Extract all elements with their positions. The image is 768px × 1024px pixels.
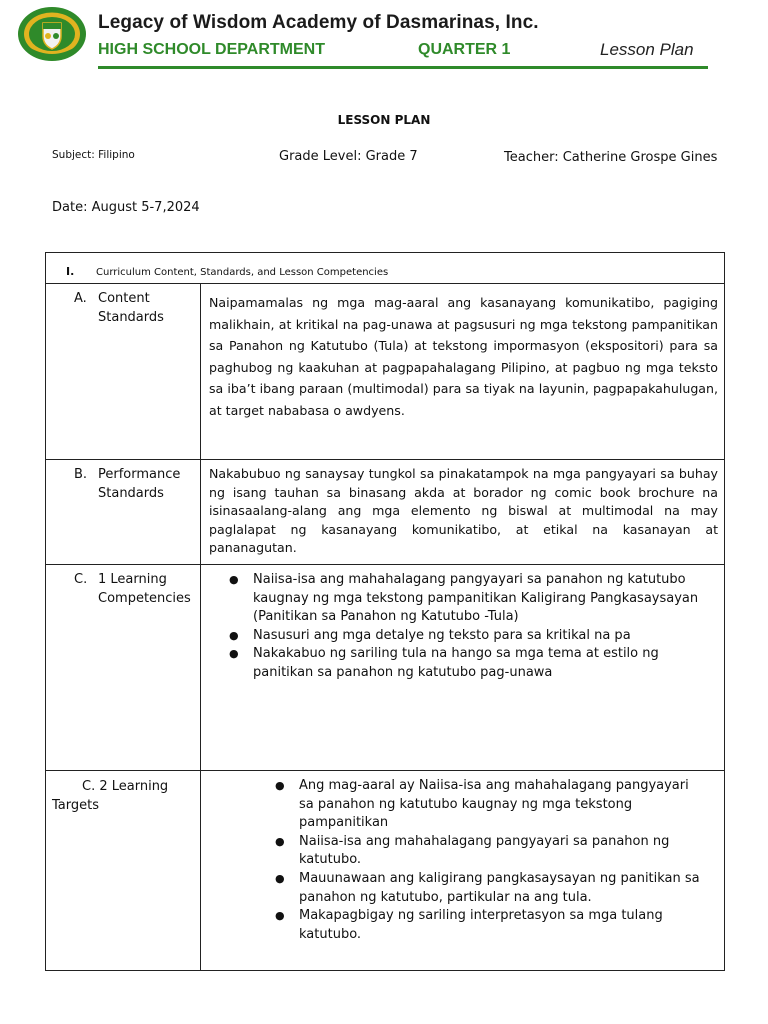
school-seal-logo bbox=[17, 6, 87, 62]
table-row-learning-targets bbox=[46, 771, 725, 971]
lesson-plan-table bbox=[45, 252, 725, 971]
list-item: ● Makapagbigay ng sariling interpretasyon sa mga tulang katutubo. bbox=[275, 907, 704, 944]
learning-competencies-cell bbox=[201, 565, 725, 771]
document-type-label: Lesson Plan bbox=[600, 40, 694, 59]
learning-targets-list bbox=[201, 771, 724, 944]
table-row-learning-competencies bbox=[46, 565, 725, 771]
learning-competencies-label-cell bbox=[46, 565, 201, 771]
quarter-label: QUARTER 1 bbox=[418, 41, 511, 58]
section-number: I. bbox=[66, 265, 75, 278]
table-row-content-standards bbox=[46, 284, 725, 460]
learning-competencies-label: 1 Learning Competencies bbox=[98, 572, 191, 606]
row-letter: C. bbox=[74, 572, 88, 587]
date-field: Date: August 5-7,2024 bbox=[52, 200, 200, 215]
department-label: HIGH SCHOOL DEPARTMENT bbox=[98, 41, 325, 58]
list-item: ● Nasusuri ang mga detalye ng teksto para sa kritikal na pa bbox=[229, 627, 718, 646]
content-standards-label: Content Standards bbox=[98, 291, 164, 325]
row-letter: B. bbox=[74, 467, 88, 482]
subject-field: Subject: Filipino bbox=[52, 149, 135, 161]
list-item: ● Naiisa-isa ang mahahalagang pangyayari sa panahon ng katutubo. bbox=[275, 833, 704, 870]
header-divider bbox=[98, 66, 708, 69]
page-header bbox=[0, 0, 768, 80]
list-item: ● Naiisa-isa ang mahahalagang pangyayari sa panahon ng katutubo kaugnay ng mga tekstong pampanitikan Kaligirang Pangkasaysayan (Panitikan sa Panahon ng Katutubo -Tula) bbox=[229, 571, 718, 627]
performance-standards-label: Performance Standards bbox=[98, 467, 181, 501]
list-item: ● Ang mag-aaral ay Naiisa-isa ang mahahalagang pangyayari sa panahon ng katutubo kaugnay ng mga tekstong pampanitikan bbox=[275, 777, 704, 833]
performance-standards-text: Nakabubuo ng sanaysay tungkol sa pinakatampok na mga pangyayari sa buhay ng isang tauhan sa binasang akda at borador ng comic book brochure na isinasaalang-alang ang mga elemento ng biswal at multimodal na may paglalapat ng kasanayang komunikatibo, at etikal na kasanayan at pananagutan. bbox=[201, 460, 725, 565]
grade-level-field: Grade Level: Grade 7 bbox=[279, 149, 418, 164]
learning-targets-cell bbox=[201, 771, 725, 971]
section-header-cell bbox=[46, 253, 725, 284]
learning-targets-label-first: C. 2 Learning bbox=[82, 779, 169, 794]
row-letter: A. bbox=[74, 291, 87, 306]
section-header-row bbox=[46, 253, 725, 284]
content-standards-text: Naipamamalas ng mga mag-aaral ang kasanayang komunikatibo, pagiging malikhain, at kritikal na pag-unawa at pagsusuri ng mga tekstong pampanitikan sa Panahon ng Katutubo (Tula) at tekstong impormasyon (ekspositori) para sa paghubog ng kaakuhan at pagpapahalagang Pilipino, at pagbuo ng mga teksto sa iba’t ibang paraan (multimodal) para sa tiyak na layunin, pagpapakahulugan, at target nababasa o awdyens. bbox=[201, 284, 725, 460]
section-title: Curriculum Content, Standards, and Lesson Competencies bbox=[96, 267, 389, 278]
list-item: ● Nakakabuo ng sariling tula na hango sa mga tema at estilo ng panitikan sa panahon ng katutubo pag-unawa bbox=[229, 645, 718, 682]
teacher-field: Teacher: Catherine Grospe Gines bbox=[504, 150, 718, 165]
school-name: Legacy of Wisdom Academy of Dasmarinas, Inc. bbox=[98, 12, 539, 33]
list-item: ● Mauunawaan ang kaligirang pangkasaysayan ng panitikan sa panahon ng katutubo, partikular na ang tula. bbox=[275, 870, 704, 907]
performance-standards-label-cell bbox=[46, 460, 201, 565]
content-standards-label-cell bbox=[46, 284, 201, 460]
learning-targets-label-cell bbox=[46, 771, 201, 971]
learning-targets-label-rest: Targets bbox=[52, 798, 99, 813]
learning-competencies-list bbox=[201, 565, 724, 683]
table-row-performance-standards bbox=[46, 460, 725, 565]
document-title: LESSON PLAN bbox=[337, 113, 431, 127]
